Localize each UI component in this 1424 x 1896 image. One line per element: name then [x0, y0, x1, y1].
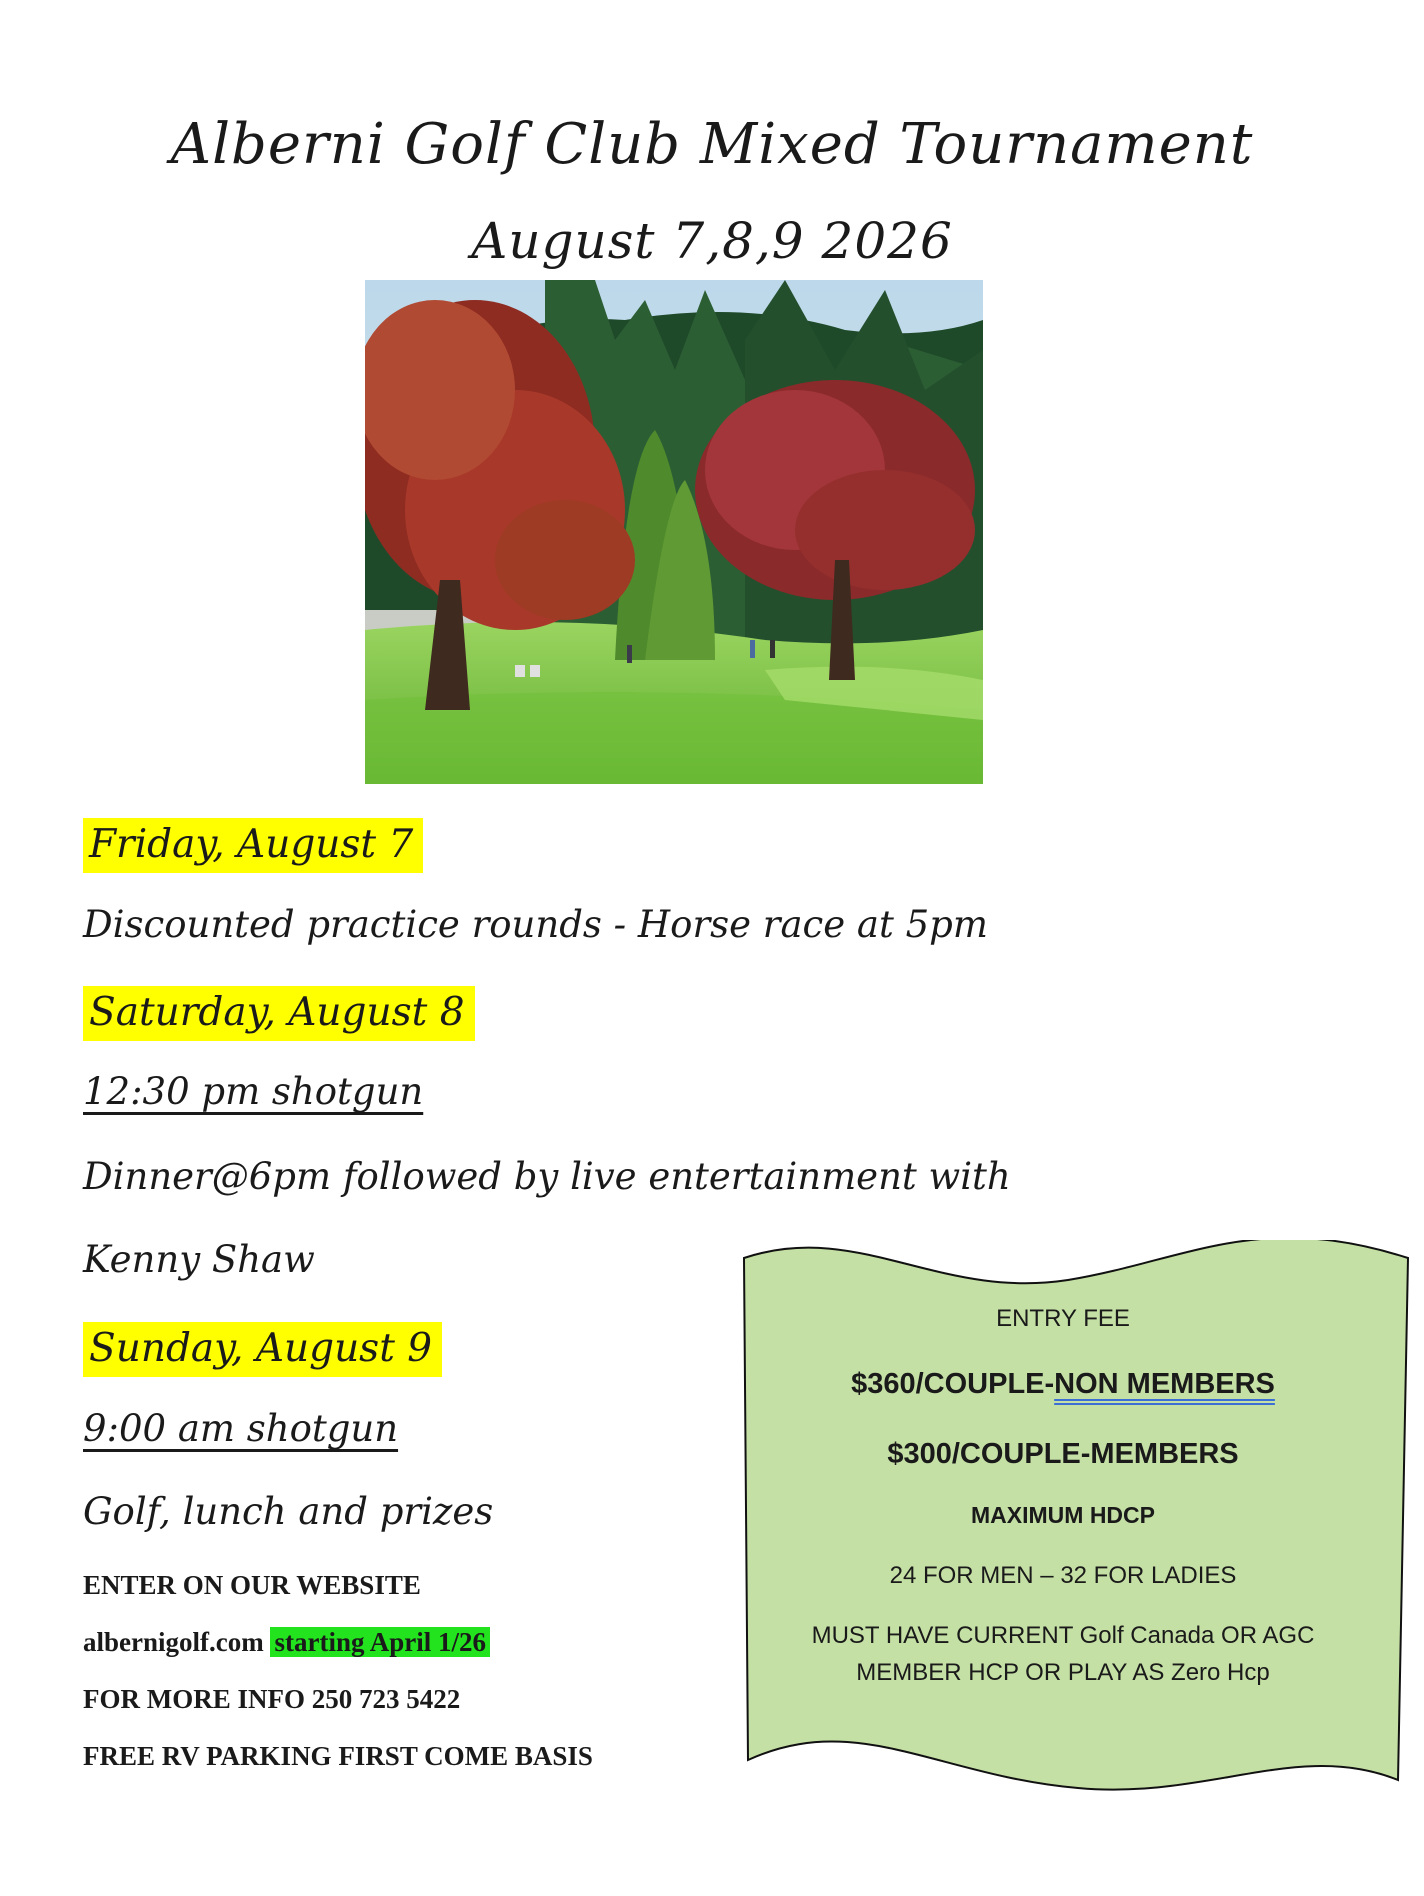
friday-heading: Friday, August 7	[83, 818, 423, 873]
saturday-heading: Saturday, August 8	[83, 986, 475, 1041]
sunday-shotgun: 9:00 am shotgun	[83, 1407, 399, 1450]
friday-details: Discounted practice rounds - Horse race at 5pm	[83, 903, 988, 946]
non-members-fee	[738, 1368, 1388, 1401]
golf-course-photo	[365, 280, 983, 784]
enter-website-text: ENTER ON OUR WEBSITE	[83, 1570, 421, 1600]
non-members-label: NON MEMBERS	[1054, 1368, 1275, 1400]
tournament-dates: August 7,8,9 2026	[471, 212, 953, 270]
saturday-dinner: Dinner@6pm followed by live entertainment with	[83, 1155, 1011, 1198]
sunday-heading: Sunday, August 9	[83, 1322, 442, 1377]
website-line	[83, 1627, 490, 1658]
more-info-phone: FOR MORE INFO 250 723 5422	[83, 1684, 461, 1714]
start-date-highlight: starting April 1/26	[270, 1627, 490, 1657]
rv-parking-text: FREE RV PARKING FIRST COME BASIS	[83, 1741, 593, 1771]
max-hdcp-heading: MAXIMUM HDCP	[971, 1502, 1155, 1528]
tournament-title: Alberni Golf Club Mixed Tournament	[170, 112, 1254, 177]
non-members-price: $360/COUPLE-	[851, 1368, 1055, 1400]
members-fee: $300/COUPLE-MEMBERS	[887, 1438, 1239, 1470]
hdcp-values: 24 FOR MEN – 32 FOR LADIES	[889, 1562, 1237, 1589]
entry-fee-heading: ENTRY FEE	[996, 1305, 1130, 1332]
sunday-details: Golf, lunch and prizes	[83, 1490, 494, 1533]
website-link[interactable]: albernigolf.com	[83, 1627, 264, 1657]
requirement-line-1: MUST HAVE CURRENT Golf Canada OR AGC	[811, 1622, 1315, 1649]
requirement-line-2: MEMBER HCP OR PLAY AS Zero Hcp	[856, 1659, 1270, 1686]
saturday-performer: Kenny Shaw	[83, 1238, 315, 1281]
saturday-shotgun: 12:30 pm shotgun	[83, 1070, 424, 1113]
